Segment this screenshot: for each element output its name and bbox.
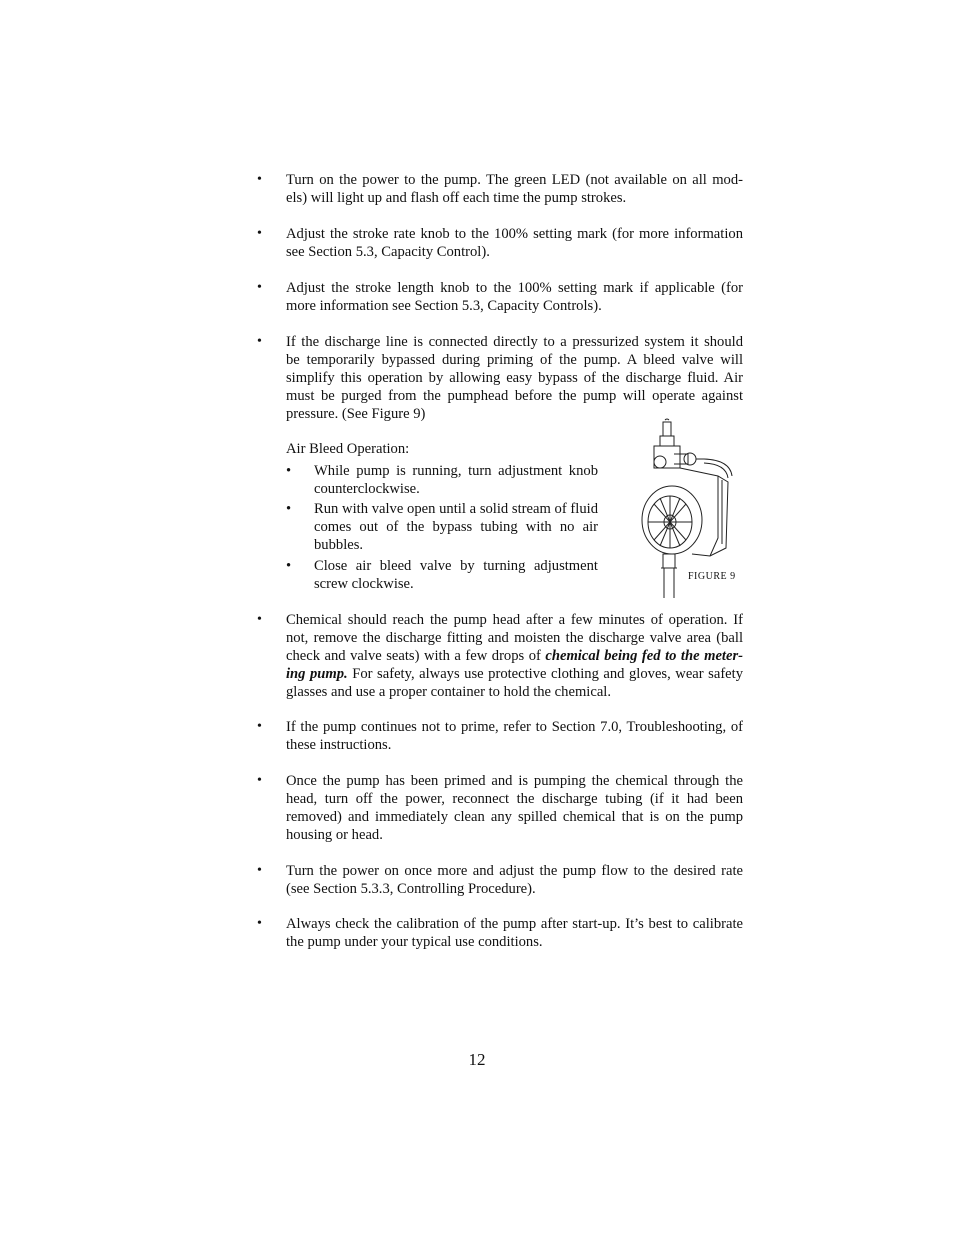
text-line: counterclockwise.: [314, 481, 420, 497]
text-line: If the pump continues not to prime, refer to Section 7.0, Troubleshooting, of: [286, 719, 743, 735]
text-line: Close air bleed valve by turning adjustment: [314, 558, 598, 574]
page-number: 12: [468, 1050, 486, 1069]
bullet-marker: •: [257, 334, 262, 349]
bullet-text: [286, 611, 743, 701]
text-line: housing or head.: [286, 827, 383, 843]
text-line: If the discharge line is connected directly to a pressurized system it should: [286, 334, 743, 350]
bullet-text: [286, 718, 743, 754]
bullet-marker: •: [257, 719, 262, 734]
bullet-text: [286, 862, 743, 898]
text-line: [286, 665, 743, 683]
text-line: Turn on the power to the pump. The green LED (not available on all mod-: [286, 172, 743, 188]
text-line: Chemical should reach the pump head after a few minutes of operation. If: [286, 612, 743, 628]
sub-bullet-marker: •: [286, 501, 292, 517]
bullet-text: [286, 279, 743, 315]
bullet-text: [286, 225, 743, 261]
sub-bullet-marker: •: [286, 463, 292, 479]
bullet-text: [286, 333, 743, 423]
emphasis-text: chemical being fed to the meter-: [545, 648, 743, 664]
text-line: Run with valve open until a solid stream of fluid: [314, 501, 598, 517]
bullet-marker: •: [257, 172, 262, 187]
air-bleed-heading-text: Air Bleed Operation:: [286, 441, 410, 457]
text-line: glasses and use a proper container to hold the chemical.: [286, 684, 612, 700]
text-line: Adjust the stroke rate knob to the 100% setting mark (for more information: [286, 226, 743, 242]
text-line: pressure. (See Figure 9): [286, 406, 426, 422]
text-run: check and valve seats) with a few drops of: [286, 648, 546, 664]
bullet-marker: •: [257, 773, 262, 788]
text-line: simplify this operation by allowing easy bypass of the discharge fluid. Air: [286, 370, 743, 386]
sub-bullet-text: [314, 462, 598, 498]
text-line: els) will light up and flash off each time the pump strokes.: [286, 190, 627, 206]
bullet-text: [286, 171, 743, 207]
bullet-marker: •: [257, 916, 262, 931]
text-line: Always check the calibration of the pump after start-up. It’s best to calibrate: [286, 916, 743, 932]
bullet-marker: •: [257, 280, 262, 295]
text-line: While pump is running, turn adjustment knob: [314, 463, 598, 479]
bullet-text: [286, 772, 743, 844]
text-line: be temporarily bypassed during priming of the pump. A bleed valve will: [286, 352, 743, 368]
bullet-marker: •: [257, 863, 262, 878]
text-line: head, turn off the power, reconnect the discharge tubing (if it had been: [286, 791, 743, 807]
text-line: these instructions.: [286, 737, 392, 753]
sub-bullet-marker: •: [286, 558, 292, 574]
text-line: see Section 5.3, Capacity Control).: [286, 244, 490, 260]
sub-bullet-text: [314, 557, 598, 593]
sub-bullet-text: [314, 500, 598, 554]
text-line: bubbles.: [314, 537, 364, 553]
text-line: comes out of the bypass tubing with no air: [314, 519, 598, 535]
text-line: more information see Section 5.3, Capacity Controls).: [286, 298, 602, 314]
text-line: Once the pump has been primed and is pumping the chemical through the: [286, 773, 743, 789]
text-line: must be purged from the pumphead before the pump will operate against: [286, 388, 743, 404]
bullet-marker: •: [257, 612, 262, 627]
text-run: For safety, always use protective clothing and gloves, wear safety: [347, 666, 744, 682]
text-line: not, remove the discharge fitting and moisten the discharge valve area (ball: [286, 630, 743, 646]
text-line: screw clockwise.: [314, 576, 414, 592]
text-line: the pump under your typical use conditions.: [286, 934, 543, 950]
text-line: Turn the power on once more and adjust the pump flow to the desired rate: [286, 863, 743, 879]
figure-caption: FIGURE 9: [688, 571, 736, 582]
text-line: (see Section 5.3.3, Controlling Procedure).: [286, 881, 536, 897]
bullet-text: [286, 915, 743, 951]
text-line: removed) and immediately clean any spilled chemical that is on the pump: [286, 809, 743, 825]
text-line: [286, 647, 743, 665]
bullet-marker: •: [257, 226, 262, 241]
text-line: Adjust the stroke length knob to the 100% setting mark if applicable (for: [286, 280, 743, 296]
emphasis-text: ing pump.: [286, 666, 348, 682]
air-bleed-heading: [286, 440, 606, 458]
